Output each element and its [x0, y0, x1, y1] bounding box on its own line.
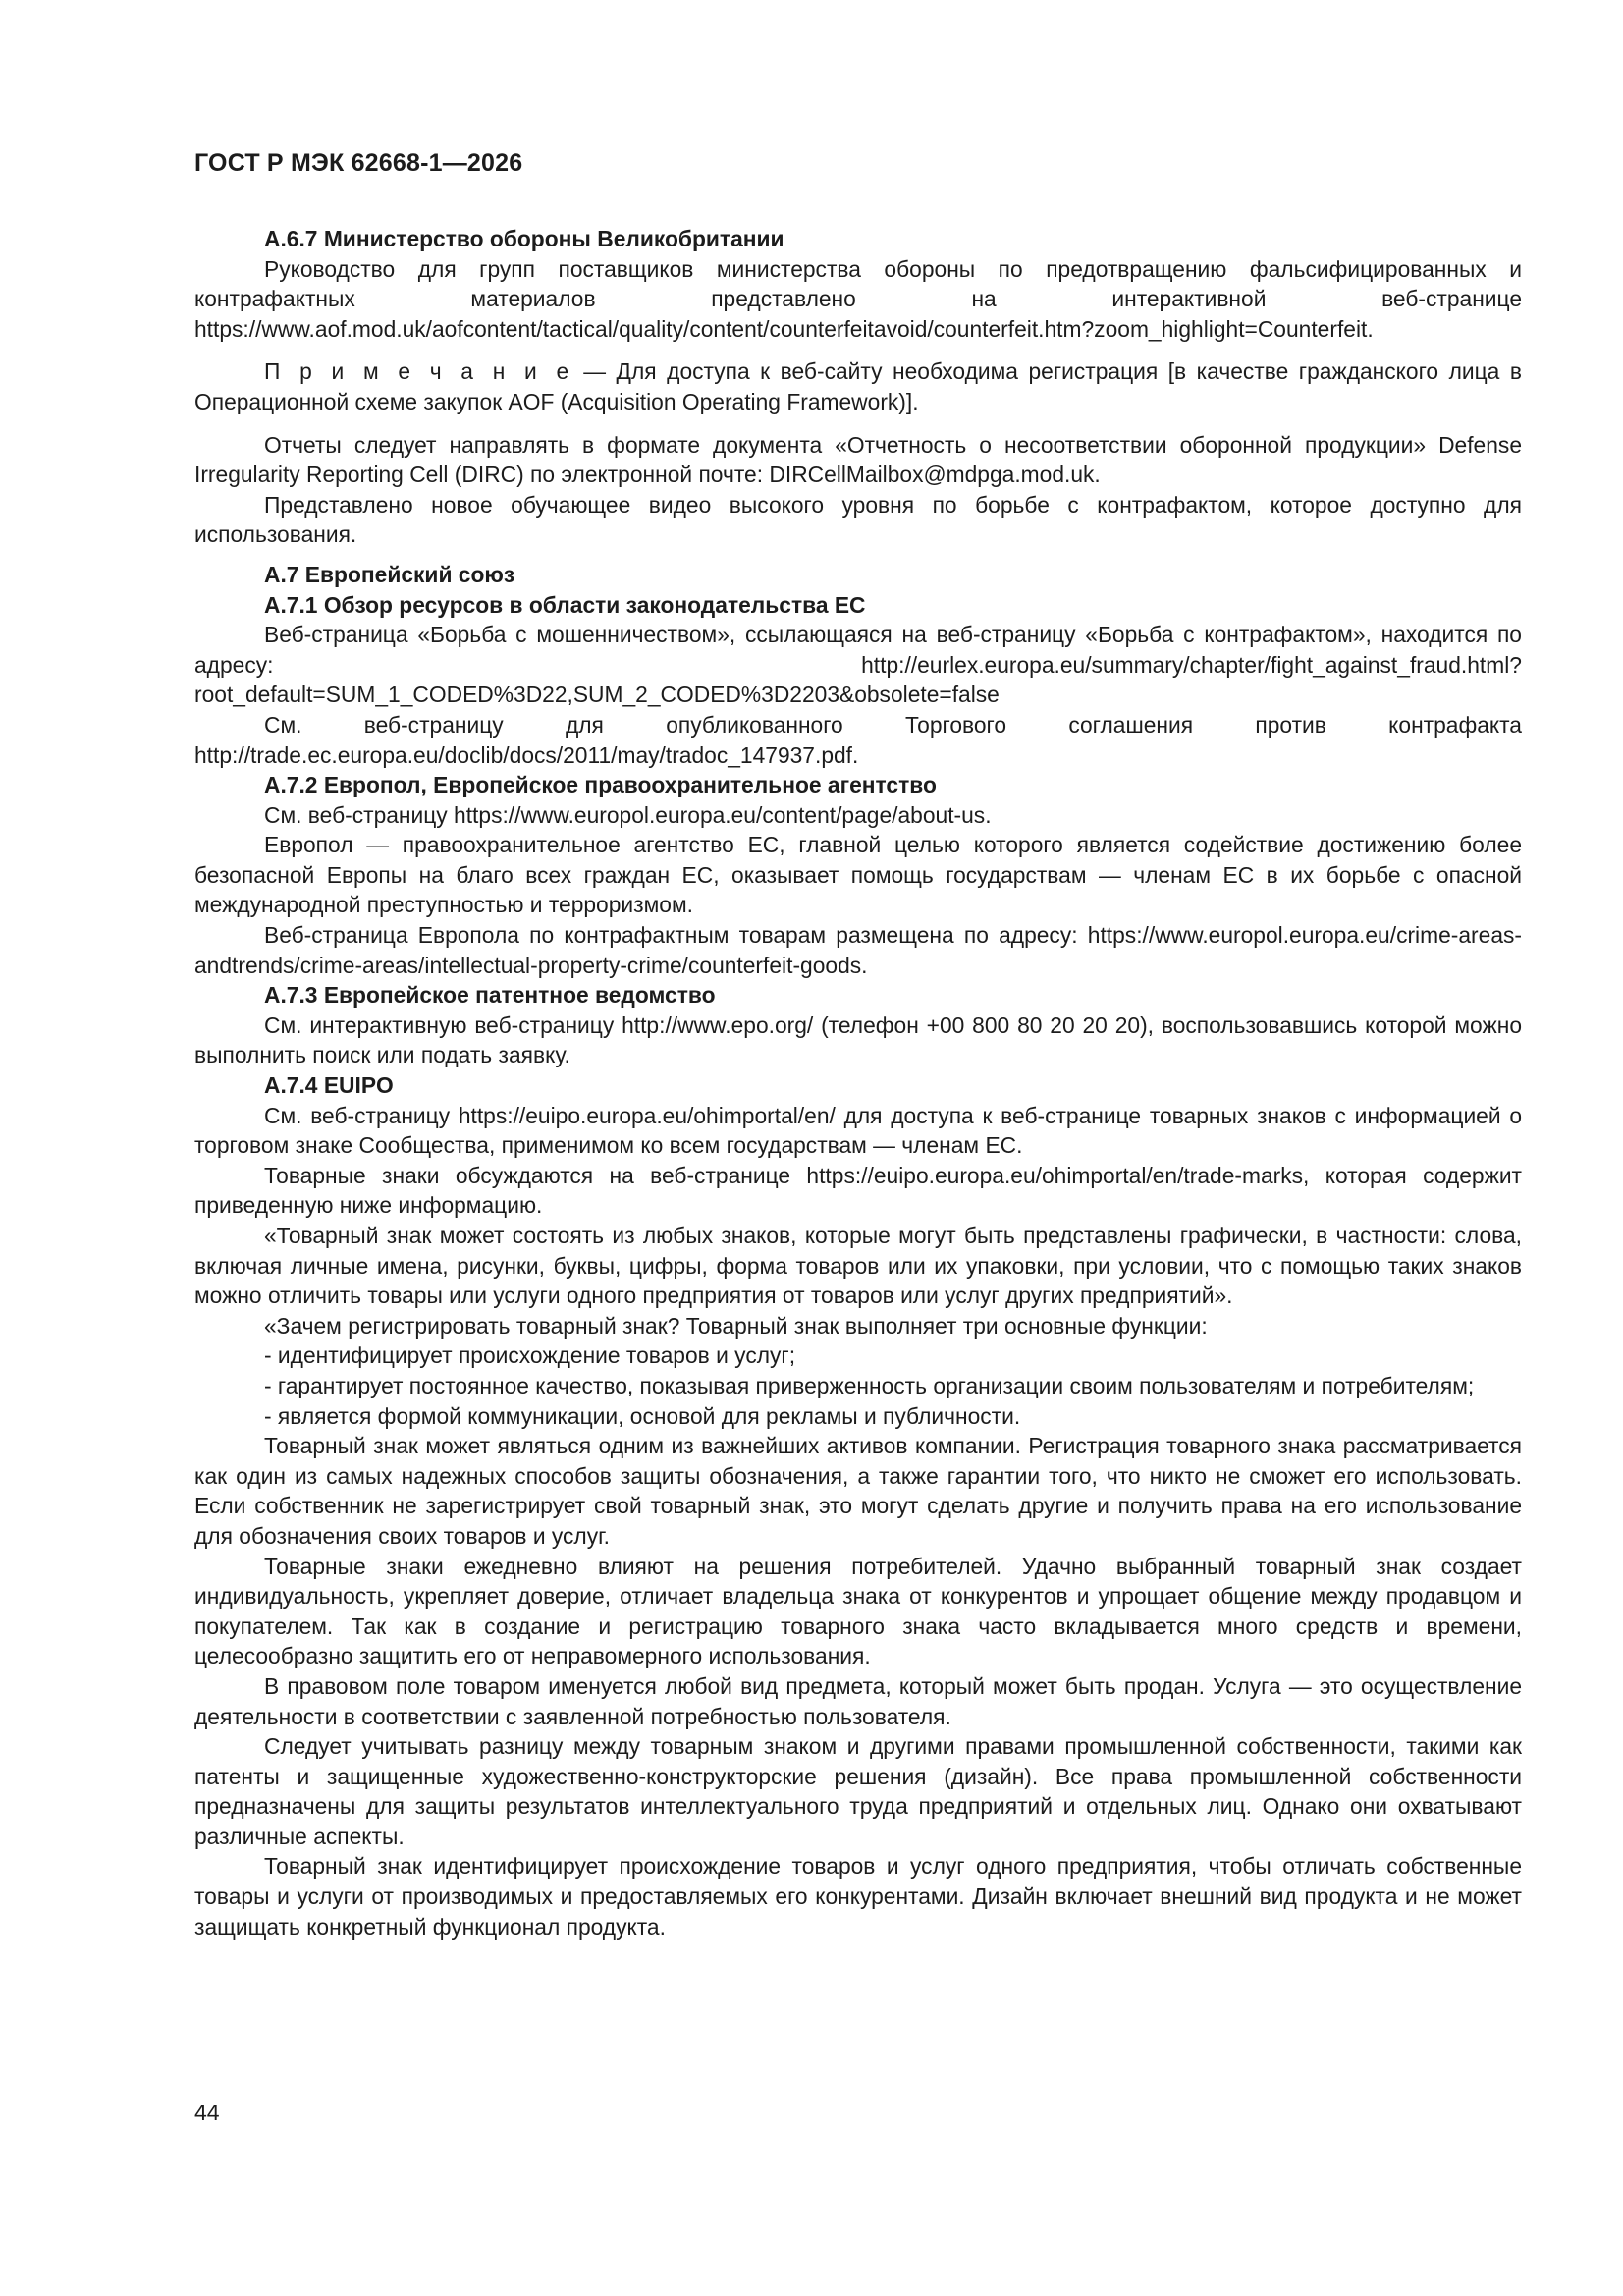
paragraph: В правовом поле товаром именуется любой вид предмета, который может быть продан. Услуга — это осуществление деятельности в соответствии с заявленной потребностью пользователя.	[194, 1672, 1522, 1729]
paragraph: См. веб-страницу https://euipo.europa.eu/ohimportal/en/ для доступа к веб-странице товарных знаков с информацией о торговом знаке Сообщества, применимом ко всем государствам — членам ЕС.	[194, 1102, 1522, 1159]
paragraph: Товарный знак может являться одним из важнейших активов компании. Регистрация товарного знака рассматривается как один из самых надежных способов защиты обозначения, а также гарантии того, что никто не сможет его использовать. Если собственник не зарегистрирует свой товарный знак, это могут сделать другие и получить права на его использование для обозначения своих товаров и услуг.	[194, 1433, 1522, 1549]
paragraph: «Зачем регистрировать товарный знак? Товарный знак выполняет три основные функции:	[264, 1312, 1208, 1339]
paragraph: Представлено новое обучающее видео высокого уровня по борьбе с контрафактом, которое доступно для использования.	[194, 491, 1522, 548]
section-heading-a72: А.7.2 Европол, Европейское правоохранительное агентство	[264, 772, 937, 798]
paragraph: Веб-страница Европола по контрафактным товарам размещена по адресу: https://www.europol.europa.eu/crime-areas-andtrends/crime-areas/intellectual-property-crime/counterfeit-goods.	[194, 922, 1522, 978]
note-text: — Для доступа к веб-сайту необходима регистрация [в качестве гражданского лица в Операционной схеме закупок AOF (Acquisition Operating Framework)].	[194, 358, 1522, 414]
paragraph: См. веб-страницу для опубликованного Торгового соглашения против контрафакта http://trade.ec.europa.eu/doclib/docs/2011/may/tradoc_147937.pdf.	[194, 711, 1522, 768]
paragraph: Веб-страница «Борьба с мошенничеством», ссылающаяся на веб-страницу «Борьба с контрафактом», находится по адресу: http://eurlex.europa.eu/summary/chapter/fight_against_fraud.html?root_default=SUM_1_CODED%3D22,SUM_2_CODED%3D2203&obsolete=false	[194, 622, 1522, 708]
paragraph: Следует учитывать разницу между товарным знаком и другими правами промышленной собственности, такими как патенты и защищенные художественно-конструкторские решения (дизайн). Все права промышленной собственности предназначены для защиты результатов интеллектуального труда предприятий и отдельных лиц. Однако они охватывают различные аспекты.	[194, 1733, 1522, 1849]
paragraph: См. интерактивную веб-страницу http://www.epo.org/ (телефон +00 800 80 20 20 20), воспользовавшись которой можно выполнить поиск или подать заявку.	[194, 1011, 1522, 1068]
standard-designation: ГОСТ Р МЭК 62668-1—2026	[194, 149, 523, 177]
document-body	[194, 224, 1522, 1941]
paragraph: Отчеты следует направлять в формате документа «Отчетность о несоответствии оборонной продукции» Defense Irregularity Reporting Cell (DIRC) по электронной почте: DIRCellMailbox@mdpga.mod.uk.	[194, 431, 1522, 488]
list-item: - идентифицирует происхождение товаров и услуг;	[264, 1342, 796, 1369]
paragraph: Руководство для групп поставщиков министерства обороны по предотвращению фальсифицированных и контрафактных материалов представлено на интерактивной веб-странице https://www.aof.mod.uk/aofcontent/tactical/quality/content/counterfeitavoid/counterfeit.htm?zoom_highlight=Counterfeit.	[194, 255, 1522, 342]
note-paragraph	[194, 356, 1522, 416]
paragraph: Товарные знаки обсуждаются на веб-странице https://euipo.europa.eu/ohimportal/en/trade-marks, которая содержит приведенную ниже информацию.	[194, 1162, 1522, 1219]
paragraph: Товарный знак идентифицирует происхождение товаров и услуг одного предприятия, чтобы отличать собственные товары и услуги от производимых и предоставляемых его конкурентами. Дизайн включает внешний вид продукта и не может защищать конкретный функционал продукта.	[194, 1853, 1522, 1940]
list-item: - является формой коммуникации, основой для рекламы и публичности.	[264, 1402, 1021, 1429]
section-heading-a74: А.7.4 EUIPO	[264, 1072, 394, 1099]
section-heading-a71: А.7.1 Обзор ресурсов в области законодательства ЕС	[264, 591, 866, 618]
paragraph: «Товарный знак может состоять из любых знаков, которые могут быть представлены графически, в частности: слова, включая личные имена, рисунки, буквы, цифры, форма товаров или их упаковки, при условии, что с помощью таких знаков можно отличить товары или услуги одного предприятия от товаров или услуг других предприятий».	[194, 1223, 1522, 1309]
list-item: - гарантирует постоянное качество, показывая приверженность организации своим пользователям и потребителям;	[264, 1372, 1475, 1398]
note-label: П р и м е ч а н и е	[264, 358, 573, 385]
paragraph: Европол — правоохранительное агентство ЕС, главной целью которого является содействие достижению более безопасной Европы на благо всех граждан ЕС, оказывает помощь государствам — членам ЕС в их борьбе с опасной международной преступностью и терроризмом.	[194, 832, 1522, 918]
paragraph: Товарные знаки ежедневно влияют на решения потребителей. Удачно выбранный товарный знак создает индивидуальность, укрепляет доверие, отличает владельца знака от конкурентов и упрощает общение между продавцом и покупателем. Так как в создание и регистрацию товарного знака часто вкладывается много средств и времени, целесообразно защитить его от неправомерного использования.	[194, 1553, 1522, 1669]
paragraph: См. веб-страницу https://www.europol.europa.eu/content/page/about-us.	[264, 801, 992, 828]
section-heading-a67: А.6.7 Министерство обороны Великобритании	[264, 226, 784, 251]
page-number: 44	[194, 2100, 220, 2125]
section-heading-a73: А.7.3 Европейское патентное ведомство	[264, 982, 716, 1009]
section-heading-a7: А.7 Европейский союз	[264, 561, 515, 587]
